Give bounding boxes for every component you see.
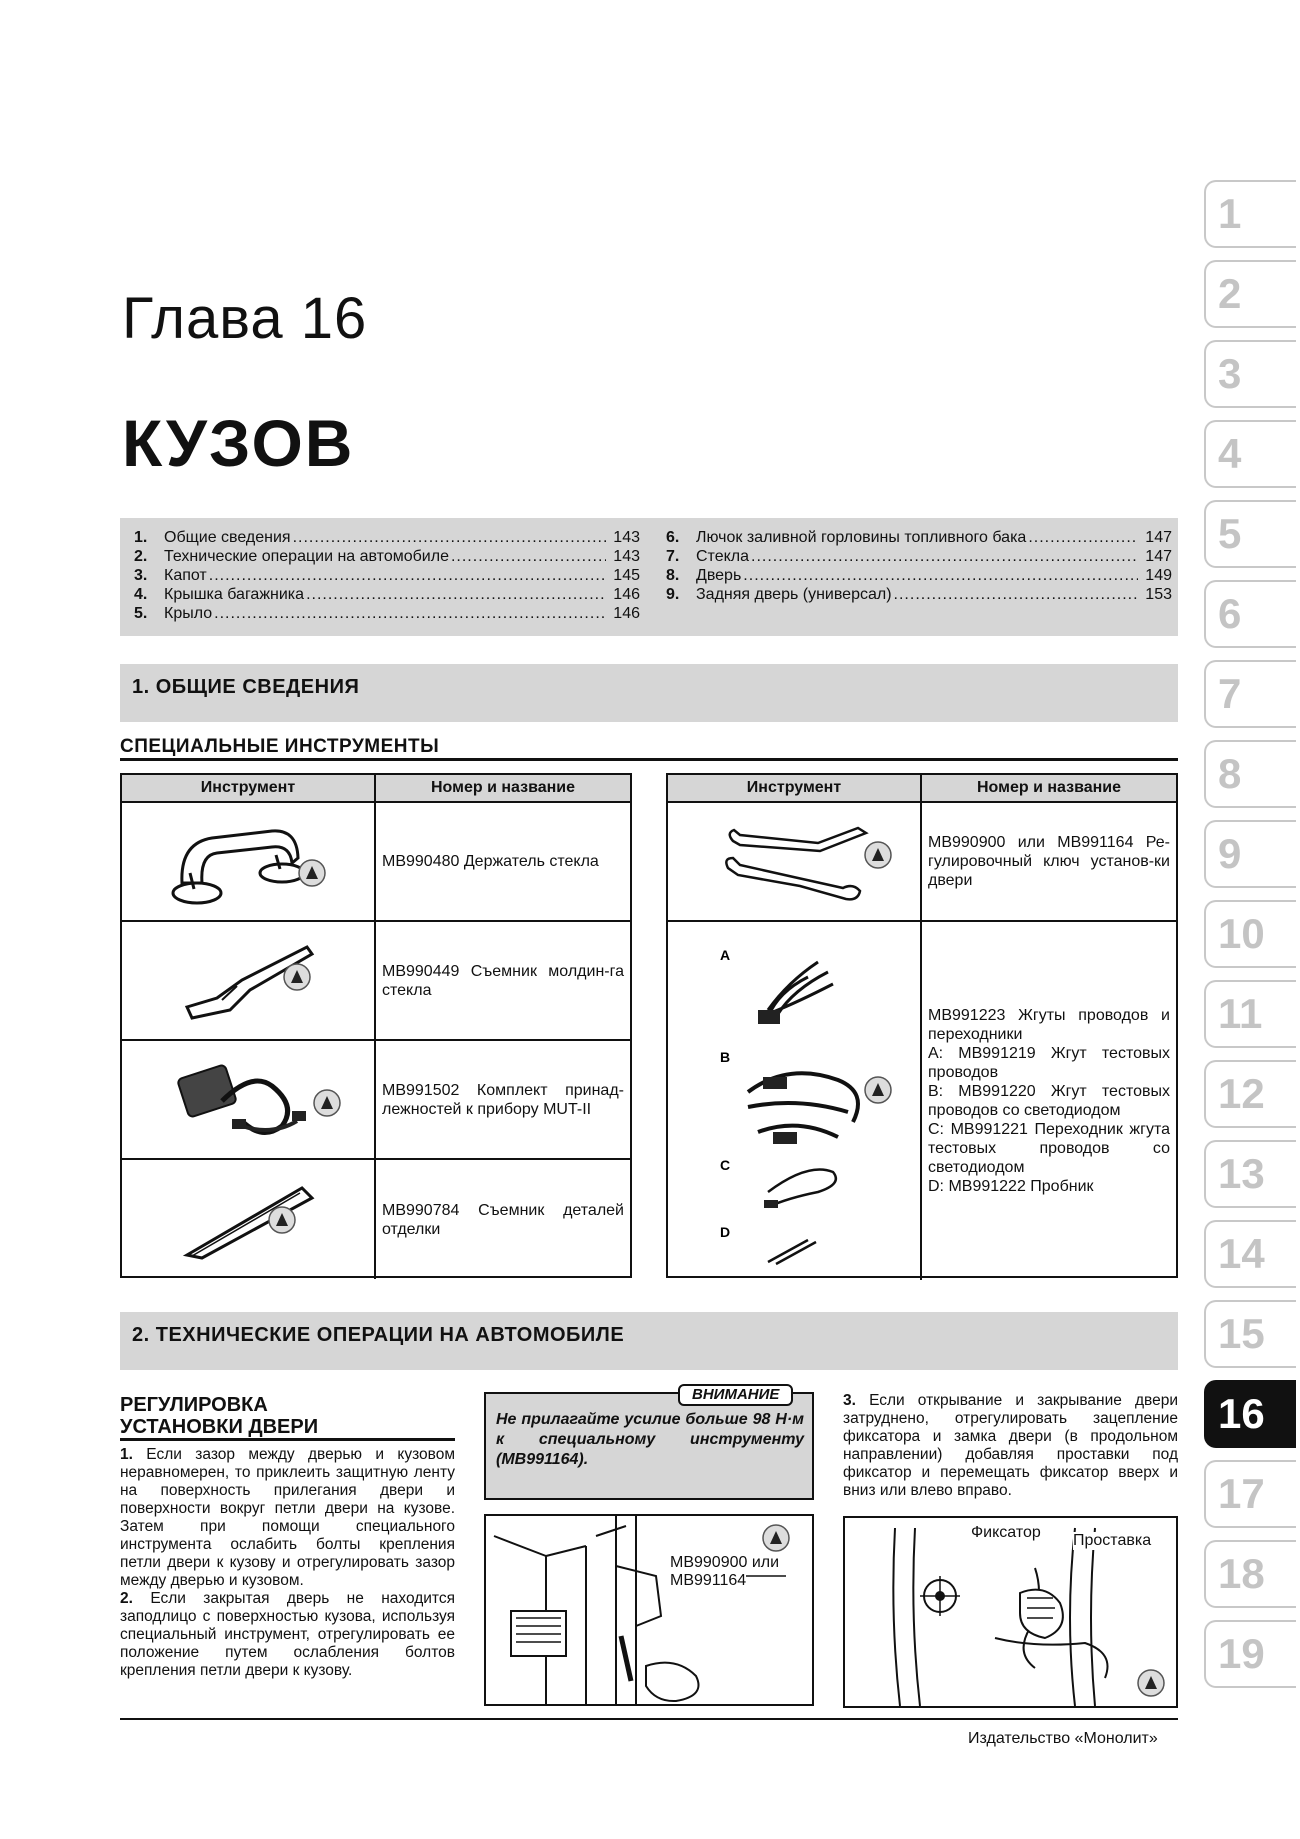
tools-table-left [120,773,632,1278]
tool-description: MB990900 или MB991164 Ре-гулировочный ключ установ-ки двери [928,834,1170,889]
figure-label-spacer: Проставка [1073,1532,1152,1549]
toc-num: 6. [666,529,680,546]
paragraph-2 [120,1590,455,1680]
harness-set-icon [668,922,922,1280]
chapter-tab-8[interactable]: 8 [1204,740,1296,808]
chapter-tab-3[interactable]: 3 [1204,340,1296,408]
chapter-tab-1[interactable]: 1 [1204,180,1296,248]
harness-label-d: D [720,1224,731,1240]
toc-item[interactable] [652,547,1172,566]
table-header [122,775,630,803]
chapter-tab-15[interactable]: 15 [1204,1300,1296,1368]
harness-label-c: C [720,1157,731,1173]
toc-num: 2. [134,548,148,565]
toc-title: Стекла [696,548,750,565]
toc-num: 8. [666,567,680,584]
publisher-label: Издательство «Монолит» [968,1730,1158,1747]
trim-remover-icon [122,1160,376,1279]
toc-page: 153 [1145,586,1172,603]
toc-item[interactable] [652,528,1172,547]
toc-left-column [120,528,640,623]
chapter-label: Глава 16 [122,286,368,351]
toc-title: Дверь [696,567,742,584]
table-of-contents [120,518,1178,636]
toc-leader [894,585,1138,604]
toc-page: 146 [613,586,640,603]
figure-label-line-2: MB991164 [670,1572,747,1589]
col-header-name: Номер и название [977,779,1121,796]
table-row [122,1041,630,1160]
toc-num: 4. [134,586,148,603]
toc-title: Технические операции на автомобиле [164,548,449,565]
toc-leader [1028,528,1138,547]
toc-num: 7. [666,548,680,565]
paragraph-number: 3. [843,1392,856,1409]
toc-page: 147 [1145,529,1172,546]
toc-leader [451,547,606,566]
toc-title: Лючок заливной горловины топливного бака [696,529,1027,546]
figure-label-line-1: MB990900 или [670,1554,780,1571]
table-row [668,803,1176,922]
paragraph-text: Если закрытая дверь не находится заподлицо с поверхностью кузова, используя специальный инструмент, отрегулировать ее положение путем ослабления болтов крепления петли двери к кузову. [120,1590,455,1679]
glass-holder-icon [122,803,376,920]
toc-title: Задняя дверь (универсал) [696,586,892,603]
toc-item[interactable] [120,547,640,566]
col-header-tool: Инструмент [668,775,922,801]
table-header [668,775,1176,803]
toc-page: 147 [1145,548,1172,565]
harness-label-a: A [720,947,731,963]
figure-door-hinge [484,1514,814,1706]
toc-page: 143 [613,529,640,546]
toc-leader [751,547,1138,566]
chapter-title: КУЗОВ [122,406,355,480]
toc-leader [743,566,1138,585]
toc-leader [214,604,606,623]
paragraph-number: 2. [120,1590,133,1607]
toc-leader [306,585,606,604]
toc-page: 149 [1145,567,1172,584]
warning-text: Не прилагайте усилие больше 98 Н·м к специальному инструменту (MB991164). [496,1411,804,1468]
section-1-bar [120,664,1178,722]
warning-label: ВНИМАНИЕ [678,1384,793,1406]
toc-right-column [652,528,1172,604]
toc-title: Крышка багажника [164,586,305,603]
chapter-tab-19[interactable]: 19 [1204,1620,1296,1688]
tool-description: MB990449 Съемник молдин-га стекла [382,962,624,999]
chapter-tab-14[interactable]: 14 [1204,1220,1296,1288]
toc-page: 145 [613,567,640,584]
paragraph-text: Если зазор между дверью и кузовом неравномерен, то приклеить защитную ленту на поверхность прилегания двери и поверхности вокруг петли двери на кузове. Затем при помощи специального инструмента ослабить болты крепления петли двери к кузову и отрегулировать зазор между дверью и кузовом. [120,1446,455,1589]
figure-label-striker: Фиксатор [971,1524,1041,1541]
toc-num: 3. [134,567,148,584]
chapter-tab-12[interactable]: 12 [1204,1060,1296,1128]
toc-item[interactable] [120,585,640,604]
toc-num: 9. [666,586,680,603]
chapter-tab-4[interactable]: 4 [1204,420,1296,488]
heading-line-1: РЕГУЛИРОВКА [120,1394,268,1416]
table-row [122,922,630,1041]
section-2-title: 2. ТЕХНИЧЕСКИЕ ОПЕРАЦИИ НА АВТОМОБИЛЕ [132,1324,625,1346]
table-row [668,922,1176,1280]
heading-line-2: УСТАНОВКИ ДВЕРИ [120,1416,319,1438]
chapter-tab-11[interactable]: 11 [1204,980,1296,1048]
chapter-tab-6[interactable]: 6 [1204,580,1296,648]
chapter-tab-13[interactable]: 13 [1204,1140,1296,1208]
special-tools-heading: СПЕЦИАЛЬНЫЕ ИНСТРУМЕНТЫ [120,736,440,757]
paragraph-1 [120,1446,455,1590]
figure-door-striker [843,1516,1178,1708]
section-1-title: 1. ОБЩИЕ СВЕДЕНИЯ [132,676,360,698]
chapter-tab-16[interactable]: 16 [1204,1380,1296,1448]
toc-item[interactable] [652,585,1172,604]
chapter-tab-9[interactable]: 9 [1204,820,1296,888]
section-2-bar [120,1312,1178,1370]
heading-rule [120,1438,455,1441]
door-wrench-icon [668,803,922,920]
toc-page: 146 [613,605,640,622]
toc-title: Крыло [164,605,213,622]
paragraph-text: Если открывание и закрывание двери затруднено, отрегулировать зацепление фиксатора и замка двери (в продольном направлении) добавляя проставки под фиксатор и перемещать фиксатор вверх и вниз или влево вправо. [843,1392,1179,1499]
harness-label-b: B [720,1049,731,1065]
chapter-tab-10[interactable]: 10 [1204,900,1296,968]
col-header-tool: Инструмент [122,775,376,801]
toc-item[interactable] [652,566,1172,585]
col-header-name: Номер и название [431,779,575,796]
toc-item[interactable] [120,566,640,585]
chapter-tab-17[interactable]: 17 [1204,1460,1296,1528]
toc-item[interactable] [120,604,640,623]
chapter-tab-5[interactable]: 5 [1204,500,1296,568]
paragraph-3 [843,1392,1178,1500]
toc-num: 5. [134,605,148,622]
tools-table-right [666,773,1178,1278]
table-row [122,803,630,922]
tool-description: MB990480 Держатель стекла [382,853,599,870]
chapter-tab-18[interactable]: 18 [1204,1540,1296,1608]
mut-kit-icon [122,1041,376,1158]
tool-description: MB991502 Комплект принад-лежностей к прибору MUT-II [382,1081,624,1118]
tool-description: MB991223 Жгуты проводов и переходники A: MB991219 Жгут тестовых проводов B: MB991220 Жгут тестовых проводов со светодиодом C: MB991221 Переходник жгута тестовых проводов со светодиодом D: MB991222 Пробник [928,1007,1170,1195]
door-adjust-heading [120,1394,318,1438]
chapter-tab-7[interactable]: 7 [1204,660,1296,728]
tool-description: MB990784 Съемник деталей отделки [382,1201,624,1238]
heading-rule [120,758,1178,761]
toc-leader [209,566,606,585]
table-row [122,1160,630,1279]
toc-title: Общие сведения [164,529,291,546]
footer-rule [120,1718,1178,1720]
molding-remover-icon [122,922,376,1039]
toc-title: Капот [164,567,207,584]
toc-page: 143 [613,548,640,565]
paragraph-number: 1. [120,1446,133,1463]
toc-leader [293,528,606,547]
toc-item[interactable] [120,528,640,547]
chapter-tab-2[interactable]: 2 [1204,260,1296,328]
toc-num: 1. [134,529,148,546]
